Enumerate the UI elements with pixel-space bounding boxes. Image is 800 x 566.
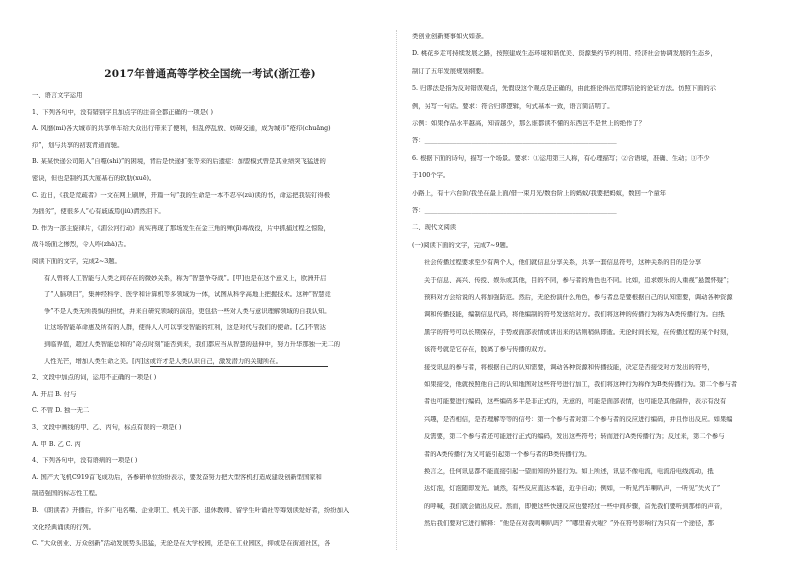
text-line: 反需要，第二个参与者还可能进行正式的编码，发出这些符号；转而进行A类传播行为；反过来，第二个参与 [424, 433, 725, 441]
text-line: A. 开启 B. 付与 [32, 390, 77, 398]
text-line: A. 国产大飞机C919首飞成功后，各参研单位纷纷表示，要发奋努力把大型客机打造成建设创新型国家和 [32, 473, 322, 481]
underline-mark [150, 366, 328, 367]
text-line: D. 桃花乡走可持续发展之路，按照建成生态环境和谐优美、资源集约节约利用、经济社会协调发展的生态乡， [412, 50, 717, 58]
text-line: 如果接受，他就按照他自己的认知地图对这些符号进行加工，我们将这种行为称作为B类传播行为。第二个参与者 [424, 381, 738, 388]
text-line: 3、文段中画线的甲、乙、丙句，标点有误的一项是( ) [32, 424, 182, 431]
text-line: 6. 根据下面的诗句，描写一个场景。要求：①运用第三人称，有心理描写；②合语境，准确、生动；③不少 [412, 154, 710, 162]
text-line: 制造强国的标志性工程。 [32, 490, 102, 498]
text-line: C. “大众创业、万众创新”活动发展势头迅猛，无论是在大学校园，还是在工业园区，抑或是在街道社区，各 [32, 540, 331, 548]
text-line: 让这场智能革命惠及所有的人群，使得人人可以享受智能的红利，这是对代与我们的使命。[乙]不管达 [44, 324, 326, 332]
text-line: 战斗场面之惨烈，令人咋(zhà)舌。 [32, 241, 130, 249]
text-line: 于100个字。 [412, 172, 450, 180]
text-line: 有人曾将人工智能与人类之间存在的微妙关系，称为“智慧争夺战”。[甲]也是在这个意义上，欧洲开启 [44, 274, 327, 282]
text-line: 兴趣，是否相信，是否理解等等的信号：第一个参与者对第二个参与者的反应进行编码，并且作出反应。如果编 [424, 415, 733, 423]
text-line: 然后我们要对它进行解释：“他是在对我鸣喇叭吗？”“哪里着火啦？”外在符号影响行为只有一个途径，那 [424, 520, 714, 528]
text-line: 关于信息、高兴、传授、娱乐或其他，目的不同，参与者的角色也不同。比如，追求娱乐的人重视“悬置怀疑”； [424, 276, 733, 284]
text-line: 二、现代文阅读 [412, 224, 457, 232]
text-line: D. 作为一部主旋律片，《湄公河行动》真实再现了那场发生在金三角的殚(jī)毒战役，片中抓捕过程之惊险， [32, 224, 330, 232]
text-line: A. 风靡(mí)各大城市的共享单车给大众出行带来了便利，但乱停乱放、妨碍交通，成为城市“疮疖(chuāng) [32, 125, 331, 133]
text-line: 2、文段中加点的词，运用不正确的一项是( ) [32, 374, 157, 382]
text-line: 制订了五年发展规划纲要。 [412, 67, 488, 75]
text-line: 者也可能要进行编码，这些编码多半是非正式的，无意的，可能是面部表情，也可能是其他副件，表示有没有 [424, 398, 727, 406]
text-line: 黑字的符号可以长期保存，手势或面部表情或讲出来的话则稍纵即逝。无论时间长短，在传播过程的某个时刻， [424, 328, 733, 336]
text-line: 的呼喊，我们就会做出反应。然而，即便这些快速反应也要经过一些中间步骤，首先我们要听到那样的声音， [424, 502, 727, 510]
text-line: 人性光芒，增加人类生命之美。[丙]这或许才是人类认识自己，激发潜力的关键所在。 [44, 357, 282, 365]
text-line: C. 不管 D. 独一无二 [32, 407, 90, 415]
text-line: A. 甲 B. 乙 C. 丙 [32, 440, 81, 448]
text-line: 换言之，任何讯息都不能直接引起一望而知的外显行为。如上所述，讯息不像电流，电流沿电线流动，抵 [424, 468, 714, 475]
text-line: B. 《朗读者》开播后，许多广电名嘴、企业职工、机关干部、退休教师、留学生叶诵社等筹划读爱好者，纷纷加入 [32, 507, 350, 514]
text-line: 该符号就是它存在，脱离了参与传播的双方。 [424, 346, 550, 354]
text-line: 到临界值，超过人类智能总和的“奇点时刻”能否到来，我们都应当从智慧的延伸中，努力升华那独一无二的 [44, 341, 341, 348]
text-line: 阅读下面的文字，完成2~3题。 [32, 258, 121, 265]
text-line: 调和传播技能，编制信息代码，将他编制的符号发送给对方。我们将这种的传播行为称为A类传播行为。白纸 [424, 311, 725, 319]
text-line: 5. 归谬法是指为反对错误观点，先假设这个观点是正确的，由此推论得出荒谬结论的论证方法。仿照下面的示 [412, 85, 716, 93]
text-line: 示例：如果作品水平越高，知音越少，那么谁都读不懂的东西岂不是世上的绝作了？ [412, 120, 645, 127]
text-line: (一)阅读下面的文字，完成7~9题。 [412, 241, 513, 249]
text-line: 答：_____________________________________________________________ [412, 207, 617, 214]
text-line: 预料对方会给说的人将加强防范。然后，无论扮演什么角色，参与者总是要根据自己的认知需要，调动各种资源 [424, 294, 733, 301]
text-line: 了“人脑项目”，集神经科学、医学和计算机等多领域为一体，试图从科学高地上把握技术。这种“智慧竞 [44, 291, 331, 299]
text-line: 接受讯息的参与者，将根据自己的认知需要，调动各种资源和传播技能，决定是否接受对方发出的符号， [424, 363, 714, 371]
text-line: 者的A类传播行为又可能引起第一个参与者的B类传播行为。 [424, 450, 591, 458]
text-line: 答：_____________________________________________________________ [412, 137, 617, 145]
text-line: 争”不是人类无所畏惧的担忧，并来自研究领域的前沿，更包括一些对人类与意识理解领域的自我认知。 [44, 307, 331, 315]
text-line: 类创业创新赛事如火如荼。 [412, 33, 488, 40]
text-line: 密诀，但也是制约其大厦基石的软肋(xuē)。 [32, 175, 156, 182]
fold-mark [396, 30, 397, 550]
text-line: 例，另写一句话。要求：符合归谬逻辑，句式基本一致，语言简洁明了。 [412, 102, 614, 110]
text-line: 文化经典诵读的行列。 [32, 523, 95, 531]
text-line: 社会传播过程要求至少有两个人，他们就信息分享关系，共享一套信息符号，这种关系的目的是分享 [424, 259, 702, 267]
text-line: 小路上，有十六台阶/我坐在最上面/借一束月光/数台阶上的蚂蚁/我要把蚂蚁，数回一个童年 [412, 189, 667, 197]
text-line: B. 某某快递公司陷入“自噬(shì)”的困境，背后是快递扩张等来的后遗症：加盟模式曾是其业绩突飞猛进的 [32, 158, 326, 166]
text-line: 1、下列各句中，没有错别字且加点字的注音全都正确的一项是( ) [32, 108, 213, 116]
text-line: C. 近日，《我是荒疏者》一文在网上刷屏，开篇一句“我的生命是一本不忍卒(zú)读的书，命运把我装钉得极 [32, 191, 331, 199]
text-line: 为拙劣”，使很多人“心有戚戚焉(jiǔ)潸然泪下。 [32, 208, 165, 216]
page-title: 2017年普通高等学校全国统一考试(浙江卷) [104, 68, 316, 80]
text-line: 4、下列各句中，没有语病的一项是( ) [32, 457, 138, 465]
text-line: 达灯泡，灯泡随即发光。诚然，有些反应直达本能，近乎自动；例如，一听见汽车喇叭声，一听见“失火了” [424, 485, 721, 493]
text-line: 一、语言文字运用 [32, 92, 83, 99]
text-line: 疖”，划与共享的初衷背道而驰。 [32, 141, 124, 149]
